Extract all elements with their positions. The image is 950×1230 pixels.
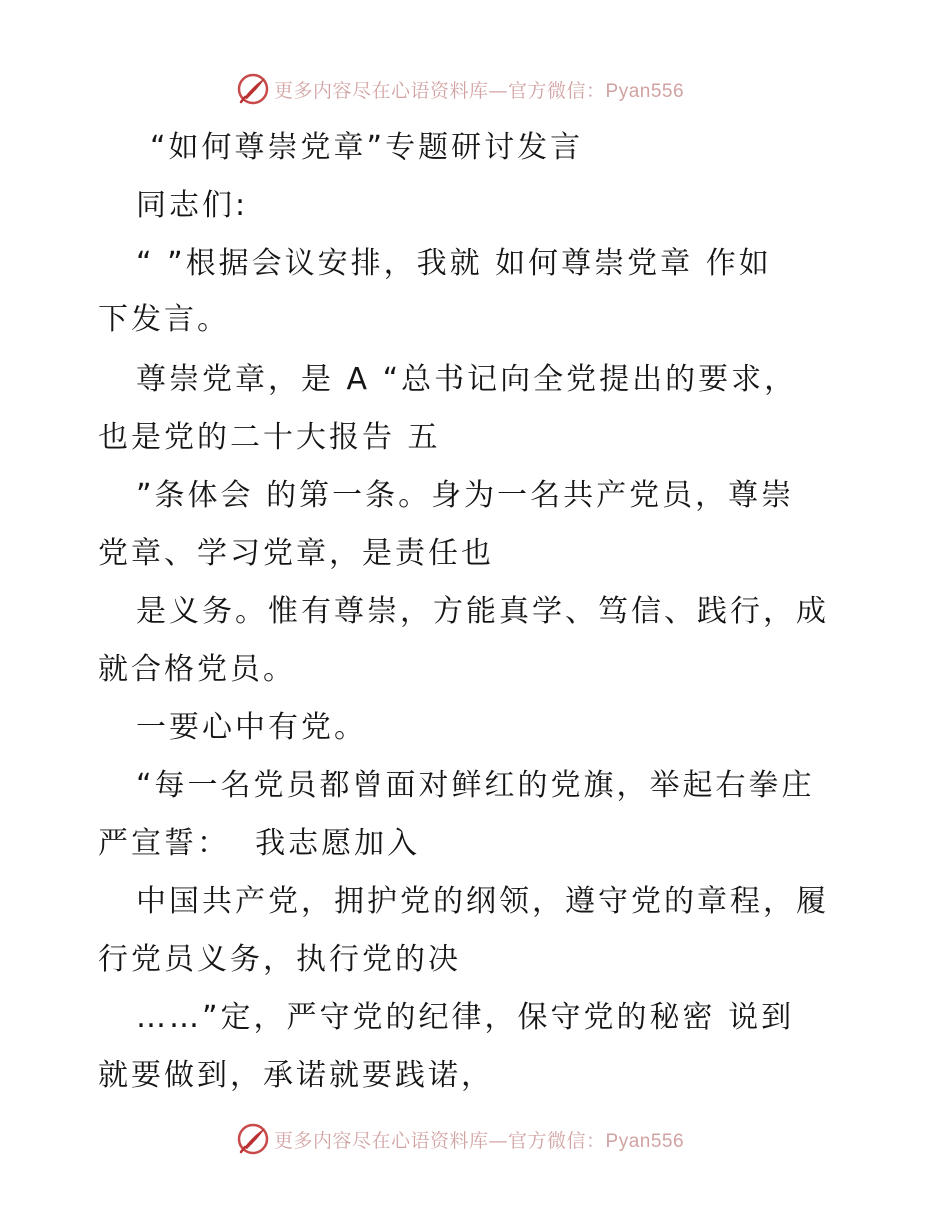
text-line: 党章、学习党章，是责任也 (98, 536, 494, 571)
text-line: “每一名党员都曾面对鲜红的党旗，举起右拳庄 (136, 768, 815, 803)
quill-logo-icon (236, 72, 270, 106)
text-line: ”条体会 的第一条。身为一名共产党员，尊崇 (136, 478, 795, 513)
text-line: 就要做到，承诺就要践诺， (98, 1058, 494, 1093)
watermark-text (274, 76, 684, 103)
watermark-banner-bottom (236, 1121, 684, 1157)
watermark-banner-top (236, 71, 684, 107)
watermark-label: 更多内容尽在心语资料库—官方微信： (274, 1129, 606, 1152)
text-line: 是义务。惟有尊崇，方能真学、笃信、践行，成 (136, 594, 829, 629)
watermark-label: 更多内容尽在心语资料库—官方微信： (274, 79, 606, 102)
quill-logo-icon (236, 1122, 270, 1156)
text-line: “ ”根据会议安排，我就 如何尊崇党章 作如 (136, 246, 772, 281)
text-line: 中国共产党，拥护党的纲领，遵守党的章程，履 (136, 884, 829, 919)
text-line: 同志们: (136, 188, 249, 223)
section-heading: 一要心中有党。 (136, 710, 367, 745)
text-line: 尊崇党章，是 A “总书记向全党提出的要求， (136, 362, 798, 397)
document-title: “如何尊崇党章”专题研讨发言 (150, 130, 584, 165)
text-line: 下发言。 (98, 302, 230, 337)
text-line: 严宣誓： 我志愿加入 (98, 826, 421, 861)
text-line: 就合格党员。 (98, 652, 296, 687)
watermark-text (274, 1126, 684, 1153)
text-line: 行党员义务，执行党的决 (98, 942, 461, 977)
watermark-wechat-id: Pyan556 (605, 80, 685, 102)
text-line: 也是党的二十大报告 五 (98, 420, 441, 455)
text-line: ……”定，严守党的纪律，保守党的秘密 说到 (136, 1000, 795, 1035)
watermark-wechat-id: Pyan556 (605, 1130, 685, 1152)
